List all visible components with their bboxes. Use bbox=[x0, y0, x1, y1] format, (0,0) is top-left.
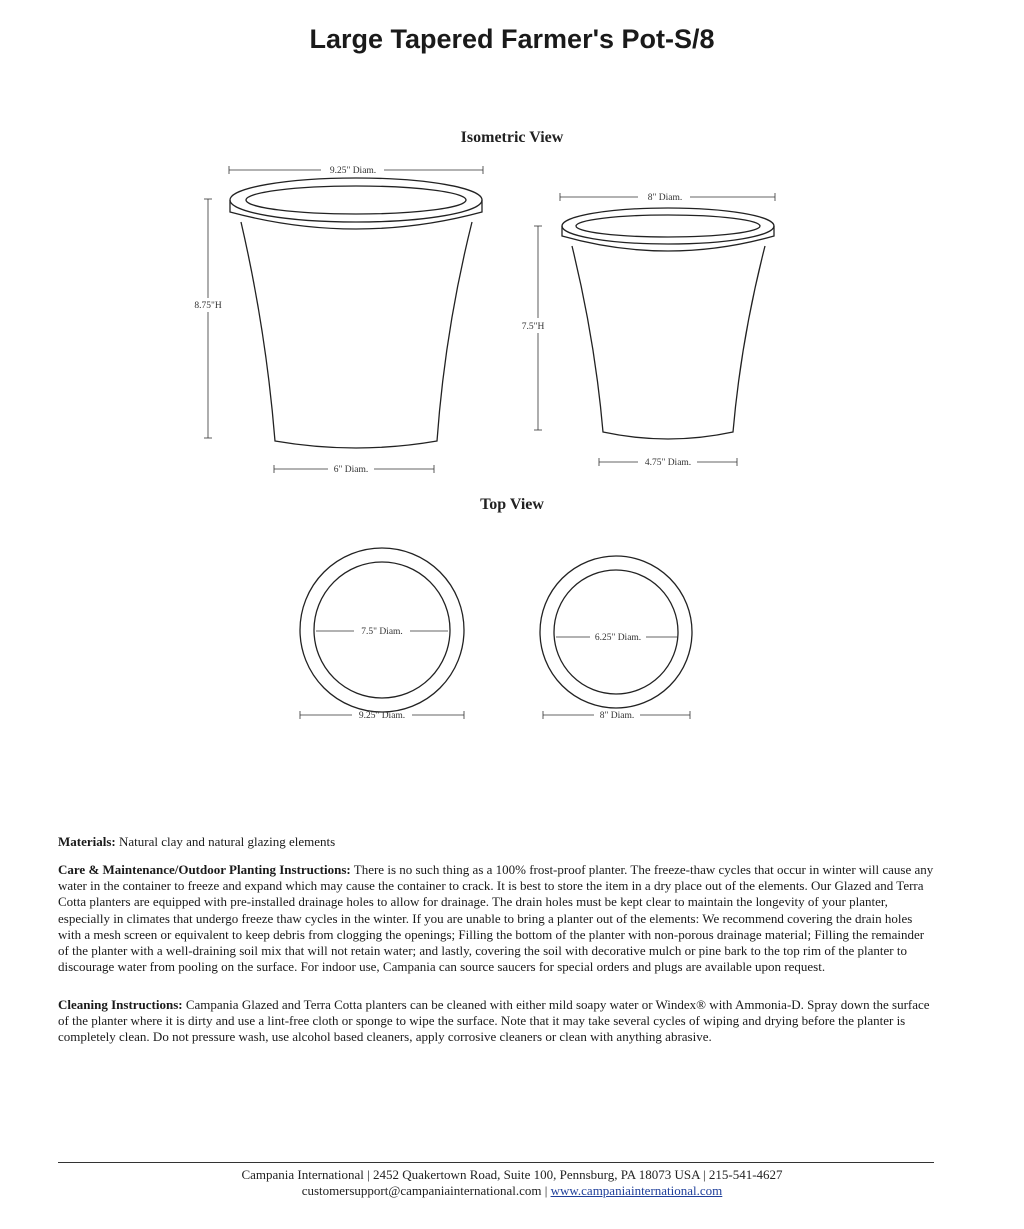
isometric-view-heading: Isometric View bbox=[460, 129, 564, 146]
footer-address: Campania International | 2452 Quakertown Road, Suite 100, Pennsburg, PA 18073 USA | 215-541-4627 bbox=[241, 1167, 783, 1182]
small-bottom-diam-label: 4.75" Diam. bbox=[644, 458, 692, 468]
footer-email: customersupport@campaniainternational.com bbox=[301, 1183, 542, 1198]
footer-website-link[interactable]: www.campaniainternational.com bbox=[550, 1183, 723, 1198]
small-pot-body bbox=[572, 246, 765, 439]
large-bottom-diam-label: 6" Diam. bbox=[333, 465, 369, 475]
small-outer-diam-label: 8" Diam. bbox=[599, 711, 635, 721]
small-top-diam-label: 8" Diam. bbox=[647, 193, 683, 203]
small-pot-rim-inner bbox=[576, 215, 760, 237]
materials-label: Materials: bbox=[58, 834, 116, 849]
footer-contact bbox=[0, 1183, 1024, 1199]
page-title: Large Tapered Farmer's Pot-S/8 bbox=[309, 24, 715, 54]
footer-divider bbox=[58, 1162, 934, 1163]
cleaning-label: Cleaning Instructions: bbox=[58, 997, 183, 1012]
footer-separator: | bbox=[541, 1183, 551, 1198]
small-top-outer-circle bbox=[540, 556, 692, 708]
small-pot-isometric bbox=[562, 208, 774, 439]
large-top-view-dimensions bbox=[300, 631, 464, 719]
materials-paragraph bbox=[58, 834, 938, 850]
top-view-heading: Top View bbox=[480, 496, 544, 513]
small-top-inner-circle bbox=[554, 570, 678, 694]
small-inner-diam-label: 6.25" Diam. bbox=[594, 633, 642, 643]
small-pot-dimensions bbox=[534, 193, 775, 466]
small-pot-rim-outer bbox=[562, 208, 774, 244]
large-pot-rim-inner bbox=[246, 186, 466, 214]
cleaning-paragraph bbox=[58, 997, 938, 1046]
materials-text: Natural clay and natural glazing elements bbox=[119, 834, 336, 849]
small-height-label: 7.5"H bbox=[521, 322, 545, 332]
care-paragraph bbox=[58, 862, 938, 975]
large-top-diam-label: 9.25" Diam. bbox=[329, 166, 377, 176]
small-top-view-dimensions bbox=[543, 637, 690, 719]
large-pot-isometric bbox=[230, 178, 482, 448]
large-inner-diam-label: 7.5" Diam. bbox=[361, 627, 403, 637]
large-pot-rim-outer bbox=[230, 178, 482, 222]
care-label: Care & Maintenance/Outdoor Planting Instructions: bbox=[58, 862, 351, 877]
care-text: There is no such thing as a 100% frost-proof planter. The freeze-thaw cycles that occur in winter will cause any water in the container to freeze and expand which may cause the container to crack. It is best to store the item in a dry place out of the elements. Our Glazed and Terra Cotta planters are equipped with pre-installed drainage holes to allow for drainage. The drain holes must be kept clear to maintain the longevity of your planter, especially in climates that undergo freeze thaw cycles in the winter. If you are unable to bring a planter out of the elements: We recommend covering the drain holes with a mesh screen or equivalent to keep debris from clogging the openings; Filling the bottom of the planter with non-porous drainage material; Filling the remainder of the planter with a well-draining soil mix that will not retain water; and lastly, covering the soil with decorative mulch or pine bark to the top rim of the planter to discourage water from pooling on the surface. For indoor use, Campania can source saucers for special orders and plugs are available upon request. bbox=[58, 862, 934, 975]
large-outer-diam-label: 9.25" Diam. bbox=[358, 711, 406, 721]
large-height-label: 8.75"H bbox=[194, 301, 222, 311]
large-pot-dimensions bbox=[204, 166, 483, 473]
small-pot-top-view bbox=[540, 556, 692, 708]
cleaning-text: Campania Glazed and Terra Cotta planters can be cleaned with either mild soapy water or Windex® with Ammonia-D. Spray down the surface of the planter where it is dirty and use a lint-free cloth or sponge to wipe the surface. Note that it may take several cycles of wiping and drying before the planter is completely clean. Do not pressure wash, use alcohol based cleaners, apply corrosive cleaners or clean with anything abrasive. bbox=[58, 997, 930, 1045]
large-pot-body bbox=[241, 222, 472, 448]
